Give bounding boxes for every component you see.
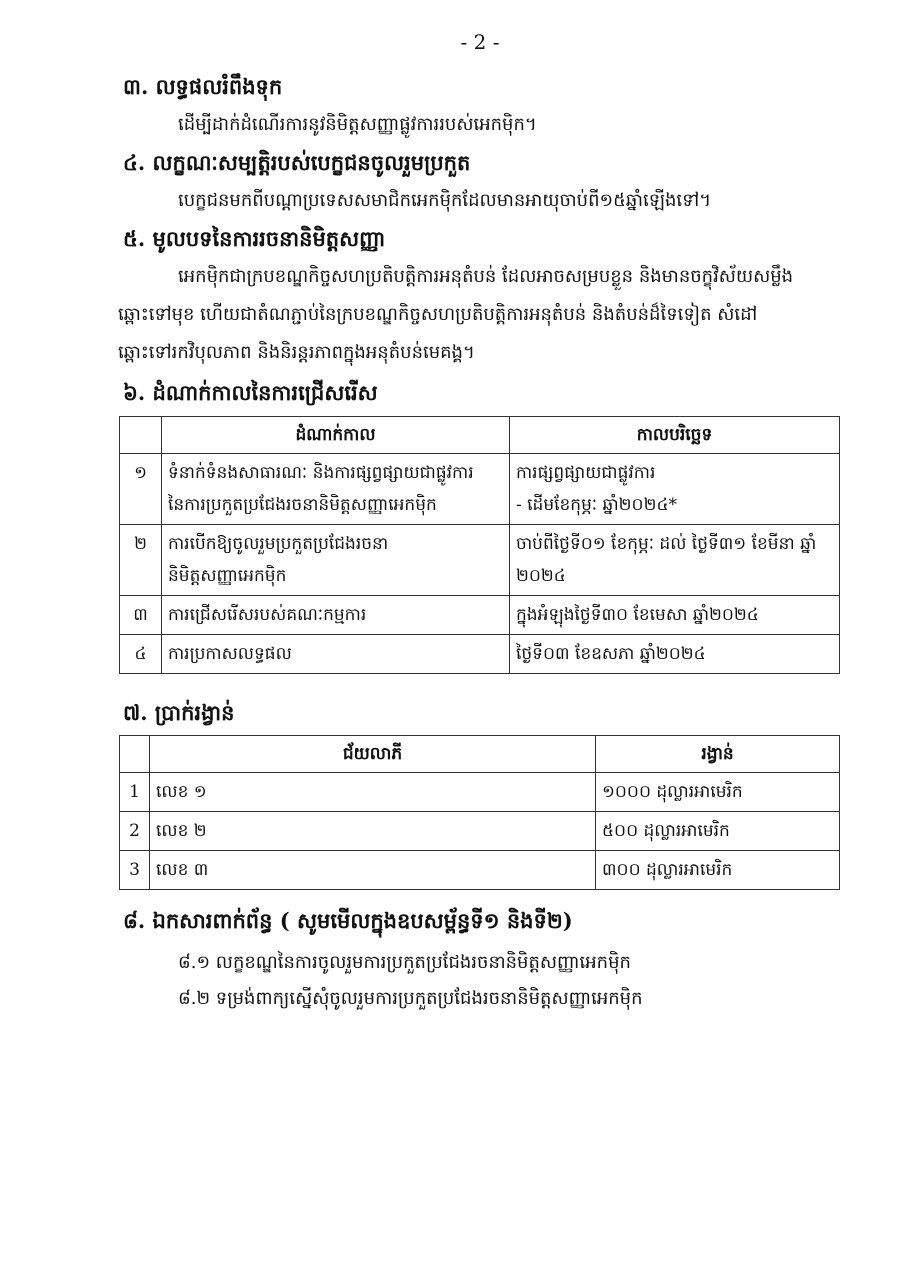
section-5-line-1: អេកម៉ិកជាក្របខណ្ឌកិច្ចសហប្រតិបត្តិការអនុតំបន់ ដែលអាចសម្របខ្លួន និងមានចក្ខុវិស័យសម្លឹង <box>178 266 794 287</box>
section-6-title: ៦. ដំណាក់កាលនៃការជ្រើសរើស <box>123 380 378 405</box>
date-text: ២០២៤ <box>516 566 566 586</box>
date-text: ថ្ងៃទី០៣ ខែឧសភា ឆ្នាំ២០២៤ <box>516 644 706 664</box>
winner-cell: លេខ ១ <box>150 773 596 812</box>
date-text: ការផ្សព្វផ្សាយជាផ្លូវការ <box>516 463 656 483</box>
stage-text: ការជ្រើសរើសរបស់គណៈកម្មការ <box>168 605 367 625</box>
stage-text: នៃការប្រកួតប្រជែងរចនានិមិត្តសញ្ញាអេកម៉ិក <box>168 495 437 515</box>
section-4-text: បេក្ខជនមកពីបណ្ដាប្រទេសសមាជិកអេកម៉ិកដែលមានអាយុចាប់ពី១៥ឆ្នាំឡើងទៅ។ <box>178 190 712 211</box>
stage-text: ការបើកឱ្យចូលរួមប្រកួតប្រជែងរចនា <box>168 534 389 554</box>
column-header-no <box>120 736 150 773</box>
table-row <box>120 454 840 525</box>
table-row <box>120 773 840 812</box>
section-5-line-3: ឆ្ពោះទៅរកវិបុលភាព និងនិរន្តរភាពក្នុងអនុតំបន់មេគង្គ។ <box>118 342 475 363</box>
prize-table <box>119 735 840 890</box>
table-row <box>120 851 840 890</box>
section-5-line-2: ឆ្ពោះទៅមុខ ហើយជាតំណភ្ជាប់នៃក្របខណ្ឌកិច្ចសហប្រតិបត្តិការអនុតំបន់ និងតំបន់ដ៏ទៃទៀត សំដៅ <box>118 304 758 325</box>
prize-cell: ៥០០ ដុល្លារអាមេរិក <box>596 812 840 851</box>
table-header-row <box>120 417 840 454</box>
section-3-text: ដើម្បីដាក់ដំណើរការនូវនិមិត្តសញ្ញាផ្លូវការរបស់អេកម៉ិក។ <box>178 114 537 135</box>
section-4-title: ៤. លក្ខណៈសម្បត្តិរបស់បេក្ខជនចូលរួមប្រកួត <box>123 150 471 175</box>
column-header-prize: រង្វាន់ <box>596 736 840 773</box>
page-number: - 2 - <box>460 30 500 54</box>
column-header-no <box>120 417 162 454</box>
section-7-title: ៧. ប្រាក់រង្វាន់ <box>123 700 235 725</box>
table-row <box>120 635 840 674</box>
column-header-winner: ជ័យលាភី <box>150 736 596 773</box>
column-header-stage: ដំណាក់កាល <box>162 417 510 454</box>
winner-cell: លេខ ៣ <box>150 851 596 890</box>
prize-cell: ៣០០ ដុល្លារអាមេរិក <box>596 851 840 890</box>
row-number: 2 <box>120 812 150 851</box>
table-header-row <box>120 736 840 773</box>
stage-text: ទំនាក់ទំនងសាធារណៈ និងការផ្សព្វផ្សាយជាផ្លូវការ <box>168 463 474 483</box>
row-number: 1 <box>120 773 150 812</box>
table-row <box>120 525 840 596</box>
stages-table <box>119 416 840 674</box>
row-number: 3 <box>120 851 150 890</box>
row-number: ២ <box>120 525 162 596</box>
section-5-title: ៥. មូលបទនៃការរចនានិមិត្តសញ្ញា <box>123 226 386 251</box>
section-8-title: ៨. ឯកសារពាក់ព័ន្ធ ( សូមមើលក្នុងឧបសម្ព័ន្ធទី១ និងទី២) <box>123 908 573 933</box>
column-header-date: កាលបរិច្ឆេទ <box>510 417 840 454</box>
date-text: - ដើមខែកុម្ភៈ ឆ្នាំ២០២៤* <box>516 495 677 515</box>
row-number: ១ <box>120 454 162 525</box>
annex-item-1: ៨.១ លក្ខខណ្ឌនៃការចូលរួមការប្រកួតប្រជែងរចនានិមិត្តសញ្ញាអេកម៉ិក <box>178 952 631 973</box>
stage-text: និមិត្តសញ្ញាអេកម៉ិក <box>168 566 287 586</box>
winner-cell: លេខ ២ <box>150 812 596 851</box>
section-3-title: ៣. លទ្ធផលរំពឹងទុក <box>123 74 283 99</box>
prize-cell: ១០០០ ដុល្លារអាមេរិក <box>596 773 840 812</box>
table-row <box>120 596 840 635</box>
row-number: ៤ <box>120 635 162 674</box>
stage-text: ការប្រកាសលទ្ធផល <box>168 644 292 664</box>
annex-item-2: ៨.២ ទម្រង់ពាក្យស្នើសុំចូលរួមការប្រកួតប្រជែងរចនានិមិត្តសញ្ញាអេកម៉ិក <box>178 988 643 1009</box>
table-row <box>120 812 840 851</box>
date-text: ក្នុងអំឡុងថ្ងៃទី៣០ ខែមេសា ឆ្នាំ២០២៤ <box>516 605 759 625</box>
date-text: ចាប់ពីថ្ងៃទី០១ ខែកុម្ភៈ ដល់ ថ្ងៃទី៣១ ខែមីនា ឆ្នាំ <box>516 534 817 554</box>
row-number: ៣ <box>120 596 162 635</box>
